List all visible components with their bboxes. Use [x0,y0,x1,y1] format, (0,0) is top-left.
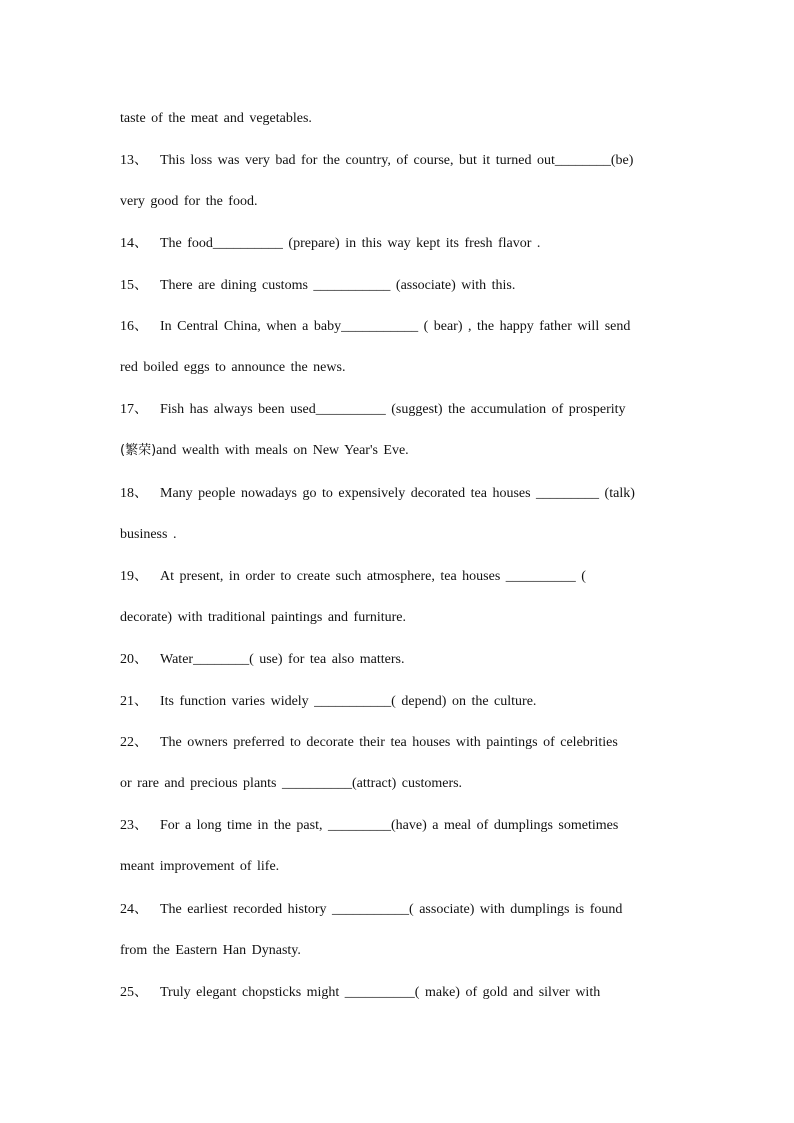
question-number: 13、 [120,153,148,168]
line-text: red boiled eggs to announce the news. [120,360,346,375]
question-number: 18、 [120,486,148,501]
question-19 [120,568,680,586]
question-text: The food__________ (prepare) in this way kept its fresh flavor . [160,236,541,251]
text-line [120,193,680,211]
question-number: 16、 [120,319,148,334]
question-text: In Central China, when a baby___________ ( bear) , the happy father will send [160,319,631,334]
question-text: For a long time in the past, _________(have) a meal of dumplings sometimes [160,818,619,833]
text-line [120,942,680,960]
question-14 [120,235,680,253]
question-number: 24、 [120,902,148,917]
line-text: meant improvement of life. [120,859,280,874]
question-17 [120,401,680,419]
text-line [120,858,680,876]
question-15 [120,277,680,295]
line-text: and wealth with meals on New Year's Eve. [156,443,409,458]
line-text: from the Eastern Han Dynasty. [120,943,301,958]
question-13 [120,152,680,170]
question-number: 17、 [120,402,148,417]
question-number: 20、 [120,652,148,667]
question-21 [120,693,680,711]
question-text: At present, in order to create such atmosphere, tea houses __________ ( [160,569,586,584]
question-number: 19、 [120,569,148,584]
question-number: 22、 [120,735,148,750]
line-text: decorate) with traditional paintings and furniture. [120,610,407,625]
question-text: This loss was very bad for the country, of course, but it turned out________(be) [160,153,634,168]
question-text: Many people nowadays go to expensively decorated tea houses _________ (talk) [160,486,635,501]
question-text: Truly elegant chopsticks might __________( make) of gold and silver with [160,985,601,1000]
text-line [120,609,680,627]
question-16 [120,318,680,336]
question-23 [120,817,680,835]
line-text: very good for the food. [120,194,258,209]
question-24 [120,901,680,919]
text-line [120,442,680,460]
chinese-gloss: (繁荣) [120,443,157,458]
question-number: 14、 [120,236,148,251]
question-number: 23、 [120,818,148,833]
question-20 [120,651,680,669]
question-number: 15、 [120,278,148,293]
question-text: Fish has always been used__________ (suggest) the accumulation of prosperity [160,402,626,417]
question-number: 25、 [120,985,148,1000]
line-text: business . [120,527,177,542]
text-line [120,110,680,128]
question-text: The owners preferred to decorate their tea houses with paintings of celebrities [160,735,618,750]
question-text: The earliest recorded history ___________( associate) with dumplings is found [160,902,623,917]
line-text: or rare and precious plants __________(attract) customers. [120,776,463,791]
text-line [120,526,680,544]
question-text: Its function varies widely ___________( depend) on the culture. [160,694,537,709]
text-line [120,775,680,793]
question-text: There are dining customs ___________ (associate) with this. [160,278,516,293]
question-text: Water________( use) for tea also matters. [160,652,405,667]
line-text: taste of the meat and vegetables. [120,111,312,126]
question-22 [120,734,680,752]
text-line [120,359,680,377]
question-18 [120,485,680,503]
question-number: 21、 [120,694,148,709]
question-25 [120,984,680,1002]
